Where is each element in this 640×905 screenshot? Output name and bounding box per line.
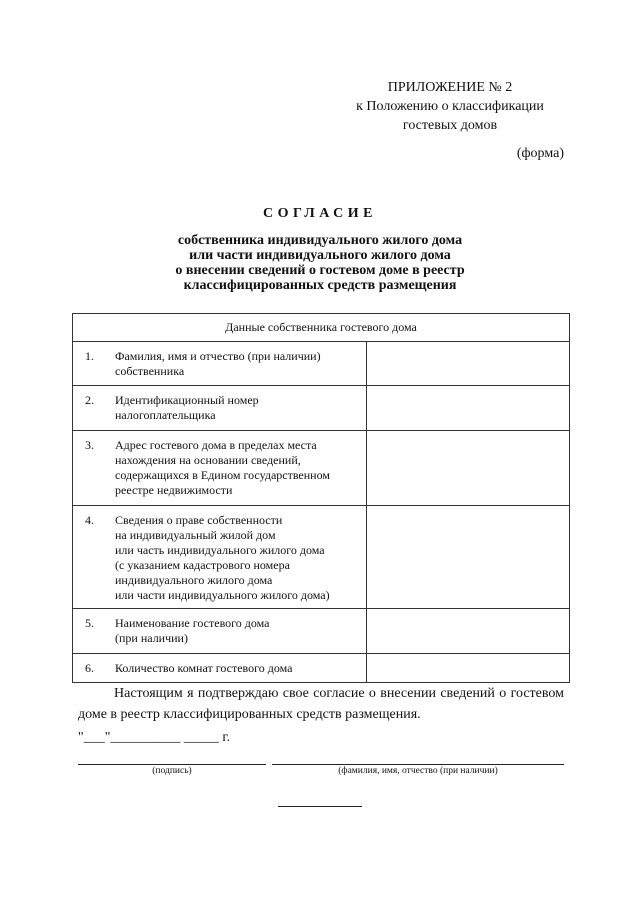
address-value-cell[interactable] — [367, 431, 570, 506]
row-number: 5. — [85, 616, 94, 630]
table-row — [73, 654, 570, 683]
row-label-line: Идентификационный номер — [115, 393, 259, 407]
form-label: (форма) — [516, 146, 564, 161]
appendix-reference-line-1: к Положению о классификации — [356, 99, 544, 114]
row-number: 1. — [85, 349, 94, 363]
row-label-line: Наименование гостевого дома — [115, 616, 270, 630]
row-number: 2. — [85, 393, 94, 407]
row-label-cell — [73, 506, 367, 609]
appendix-reference-line-2: гостевых домов — [402, 118, 498, 133]
owner-data-table — [72, 313, 570, 683]
row-number: 6. — [85, 661, 94, 675]
row-label-line: или части индивидуального жилого дома) — [115, 588, 330, 602]
subtitle-line: или части индивидуального жилого дома — [189, 248, 451, 263]
table-row — [73, 609, 570, 654]
row-label-line: Сведения о праве собственности — [115, 513, 283, 527]
row-label-line: собственника — [115, 364, 185, 378]
row-label-line: налогоплательщика — [115, 408, 216, 422]
row-label-line: содержащихся в Едином государственном — [115, 468, 330, 482]
row-label-cell — [73, 654, 367, 683]
closing-divider — [278, 806, 362, 807]
appendix-title: ПРИЛОЖЕНИЕ № 2 — [387, 80, 513, 95]
room-count-value-cell[interactable] — [367, 654, 570, 683]
row-label-cell — [73, 386, 367, 431]
appendix-header — [330, 78, 570, 135]
row-label-line: на индивидуальный жилой дом — [115, 528, 276, 542]
subtitle-line: классифицированных средств размещения — [183, 278, 457, 293]
row-number: 3. — [85, 438, 94, 452]
row-label-cell — [73, 431, 367, 506]
row-label-line: (при наличии) — [115, 631, 188, 645]
table-row — [73, 506, 570, 609]
ownership-rights-value-cell[interactable] — [367, 506, 570, 609]
row-label-line: индивидуального жилого дома — [115, 573, 273, 587]
subtitle-line: собственника индивидуального жилого дома — [177, 233, 463, 248]
date-line[interactable]: "___"__________ _____ г. — [78, 730, 231, 745]
taxpayer-id-value-cell[interactable] — [367, 386, 570, 431]
row-label-line: нахождения на основании сведений, — [115, 453, 301, 467]
full-name-caption: (фамилия, имя, отчество (при наличии) — [338, 766, 498, 776]
row-label-line: (с указанием кадастрового номера — [115, 558, 290, 572]
row-label-line: реестре недвижимости — [115, 483, 233, 497]
row-label-line: Количество комнат гостевого дома — [115, 661, 293, 675]
subtitle-line: о внесении сведений о гостевом доме в реестр — [175, 263, 465, 278]
row-number: 4. — [85, 513, 94, 527]
confirmation-statement: Настоящим я подтверждаю свое согласие о внесении сведений о гостевом доме в реестр классифицированных средств размещения. — [78, 686, 564, 722]
document-title: СОГЛАСИЕ — [263, 206, 377, 221]
guest-house-name-value-cell[interactable] — [367, 609, 570, 654]
full-name-value-cell[interactable] — [367, 342, 570, 386]
row-label-line: или часть индивидуального жилого дома — [115, 543, 325, 557]
full-name-line[interactable] — [272, 764, 564, 765]
signature-line[interactable] — [78, 764, 266, 765]
document-subtitle — [80, 233, 560, 293]
row-label-cell — [73, 609, 367, 654]
row-label-cell — [73, 342, 367, 386]
table-row — [73, 431, 570, 506]
signature-caption: (подпись) — [152, 766, 192, 776]
table-row — [73, 386, 570, 431]
row-label-line: Адрес гостевого дома в пределах места — [115, 438, 317, 452]
table-row — [73, 342, 570, 386]
table-header: Данные собственника гостевого дома — [73, 314, 570, 342]
row-label-line: Фамилия, имя и отчество (при наличии) — [115, 349, 321, 363]
